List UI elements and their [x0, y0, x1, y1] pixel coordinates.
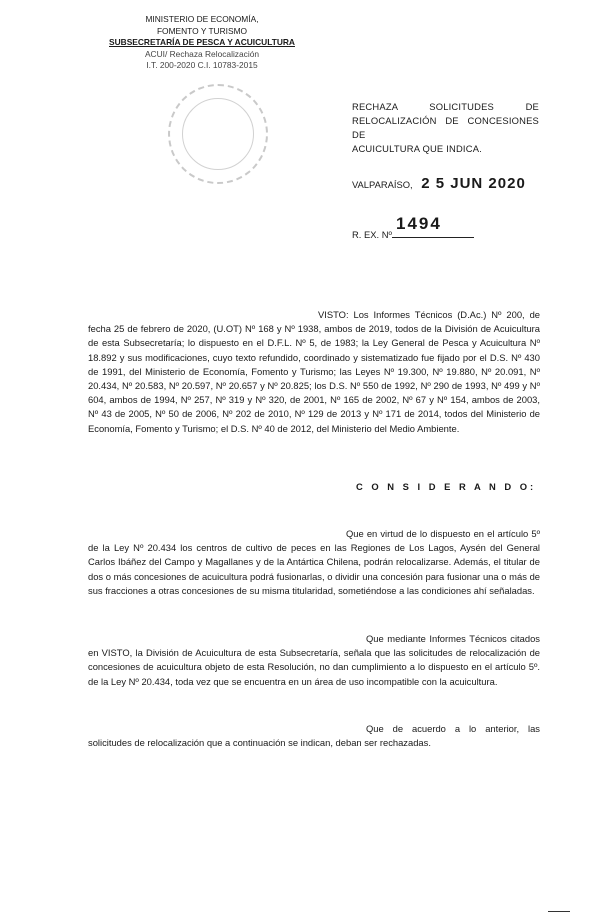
- date-stamp: 2 5 JUN 2020: [421, 175, 526, 192]
- letterhead: [92, 14, 312, 72]
- ministry-name: MINISTERIO DE ECONOMÍA,: [145, 14, 259, 24]
- official-seal-stamp: [168, 84, 268, 184]
- resolution-title: [352, 100, 539, 156]
- date-line: [352, 175, 526, 192]
- title-line: RECHAZA SOLICITUDES DE: [352, 101, 539, 112]
- title-line: ACUICULTURA QUE INDICA.: [352, 143, 482, 154]
- file-number: I.T. 200-2020 C.I. 10783-2015: [146, 60, 258, 70]
- considerando-heading: C O N S I D E R A N D O:: [356, 481, 537, 492]
- reference-line: ACUI/ Rechaza Relocalización: [144, 48, 260, 59]
- subsecretaria-name: SUBSECRETARÍA DE PESCA Y ACUICULTURA: [109, 37, 295, 47]
- visto-paragraph: VISTO: Los Informes Técnicos (D.Ac.) Nº 200, de fecha 25 de febrero de 2020, (U.OT) Nº 168 y Nº 1938, ambos de 2019, todos de la División de Acuicultura de esta Subsecretaría; lo dispuesto en el D.F.L. Nº 5, de 1983; la Ley General de Pesca y Acuicultura Nº 18.892 y sus modificaciones, cuyo texto refundido, coordinado y sistematizado fue fijado por el D.S. Nº 430 de 1991, del Ministerio de Economía, Fomento y Turismo; las Leyes Nº 19.300, Nº 19.880, Nº 20.091, Nº 20.434, Nº 20.583, Nº 20.597, Nº 20.657 y Nº 20.825; los D.S. Nº 550 de 1992, Nº 290 de 1993, Nº 499 y Nº 604, ambos de 1994, Nº 257, Nº 319 y Nº 320, de 2001, Nº 165 de 2002, Nº 67 y Nº 154, ambos de 2003, Nº 43 de 2005, Nº 50 de 2006, Nº 202 de 2010, Nº 129 de 2013 y Nº 171 de 2014, todos del Ministerio de Economía, Fomento y Turismo; el D.S. Nº 40 de 2012, del Ministerio del Medio Ambiente.: [88, 309, 540, 434]
- page-mark: [548, 911, 570, 912]
- date-label: VALPARAÍSO,: [352, 179, 413, 190]
- title-line: RELOCALIZACIÓN DE CONCESIONES DE: [352, 115, 539, 140]
- considerando-paragraph-1: Que en virtud de lo dispuesto en el artículo 5º de la Ley Nº 20.434 los centros de cultivo de peces en las Regiones de Los Lagos, Aysén del General Carlos Ibáñez del Campo y Magallanes y de la Antártica Chilena, podrán relocalizarse. Además, el titular de dos o más concesiones de acuicultura podrá fusionarlas, o dividir una concesión para fusionar una o más de sus fracciones a otras concesiones de su misma titularidad, sometiéndose a las condiciones ahí señaladas.: [88, 528, 540, 596]
- considerando-paragraph-3: Que de acuerdo a lo anterior, las solicitudes de relocalización que a continuación se indican, deban ser rechazadas.: [88, 723, 540, 749]
- resolution-number: 1494: [396, 214, 442, 233]
- ministry-name-2: FOMENTO Y TURISMO: [156, 25, 248, 36]
- resolution-label: R. EX. Nº: [352, 229, 392, 240]
- resolution-number-line: [352, 229, 474, 240]
- number-underline: [392, 236, 474, 238]
- considerando-paragraph-2: Que mediante Informes Técnicos citados en VISTO, la División de Acuicultura de esta Subsecretaría, señala que las solicitudes de relocalización de concesiones de acuicultura objeto de esta Resolución, no dan cumplimiento a lo dispuesto en el artículo 5º. de la Ley Nº 20.434, toda vez que se encuentra en un área de uso incompatible con la acuicultura.: [88, 633, 540, 687]
